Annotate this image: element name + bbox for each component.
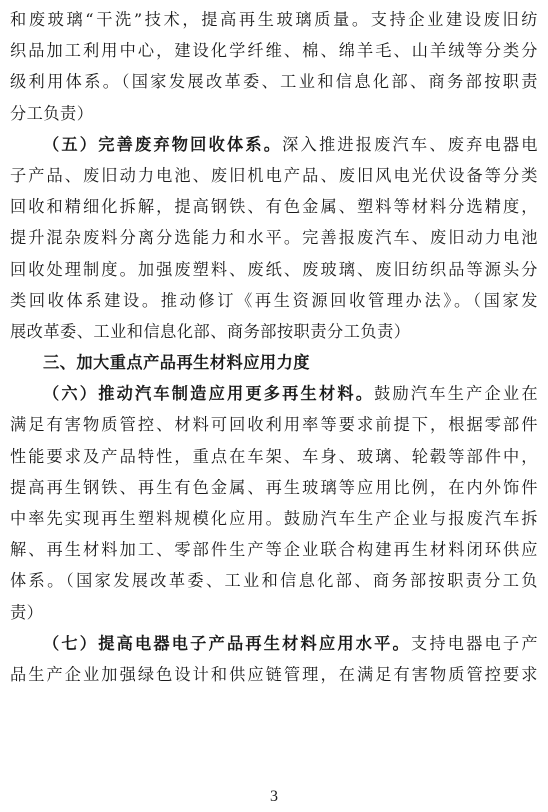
paragraph-first-line	[10, 628, 538, 659]
paragraph-line: 提高再生钢铁、再生有色金属、再生玻璃等应用比例，在内外饰件	[10, 477, 538, 497]
item-text: 深入推进报废汽车、废弃电器电	[282, 134, 538, 154]
section-heading: 三、加大重点产品再生材料应用力度	[43, 353, 310, 373]
paragraph-line: 回收和精细化拆解，提高钢铁、有色金属、塑料等材料分选精度，	[10, 197, 538, 217]
paragraph-line: 解、再生材料加工、零部件生产等企业联合构建再生材料闭环供应	[10, 540, 538, 560]
paragraph-line: 责）	[10, 602, 44, 622]
paragraph-line: 和废玻璃“干洗”技术，提高再生玻璃质量。支持企业建设废旧纺	[10, 10, 538, 29]
item-text: 鼓励汽车生产企业在	[374, 384, 539, 404]
paragraph-first-line	[10, 129, 538, 160]
paragraph-line: 织品加工利用中心，建设化学纤维、棉、绵羊毛、山羊绒等分类分	[10, 41, 538, 61]
paragraph-line: 性能要求及产品特性，重点在车架、车身、玻璃、轮毂等部件中，	[10, 446, 538, 466]
paragraph-line: 类回收体系建设。推动修订《再生资源回收管理办法》。（国家发	[10, 290, 538, 310]
page-number: 3	[270, 788, 278, 805]
item-title: （六）推动汽车制造应用更多再生材料。	[43, 384, 375, 404]
paragraph-line: 提升混杂废料分离分选能力和水平。完善报废汽车、废旧动力电池	[10, 228, 538, 248]
paragraph-line: 回收处理制度。加强废塑料、废纸、废玻璃、废旧纺织品等源头分	[10, 259, 538, 279]
paragraph-line: 中率先实现再生塑料规模化应用。鼓励汽车生产企业与报废汽车拆	[10, 509, 538, 528]
paragraph-line: 级利用体系。（国家发展改革委、工业和信息化部、商务部按职责	[10, 72, 538, 92]
paragraph-first-line	[10, 378, 538, 409]
paragraph-line: 分工负责）	[10, 103, 94, 123]
item-title: （七）提高电器电子产品再生材料应用水平。	[43, 633, 411, 653]
item-text: 支持电器电子产	[410, 633, 539, 653]
paragraph-line: 满足有害物质管控、材料可回收利用率等要求前提下，根据零部件	[10, 415, 538, 435]
item-title: （五）完善废弃物回收体系。	[43, 134, 283, 154]
document-body	[10, 4, 538, 690]
paragraph-line: 展改革委、工业和信息化部、商务部按职责分工负责）	[10, 321, 411, 341]
paragraph-line: 子产品、废旧动力电池、废旧机电产品、废旧风电光伏设备等分类	[10, 165, 538, 185]
paragraph-line: 品生产企业加强绿色设计和供应链管理，在满足有害物质管控要求	[10, 664, 538, 684]
paragraph-line: 体系。（国家发展改革委、工业和信息化部、商务部按职责分工负	[10, 571, 538, 591]
